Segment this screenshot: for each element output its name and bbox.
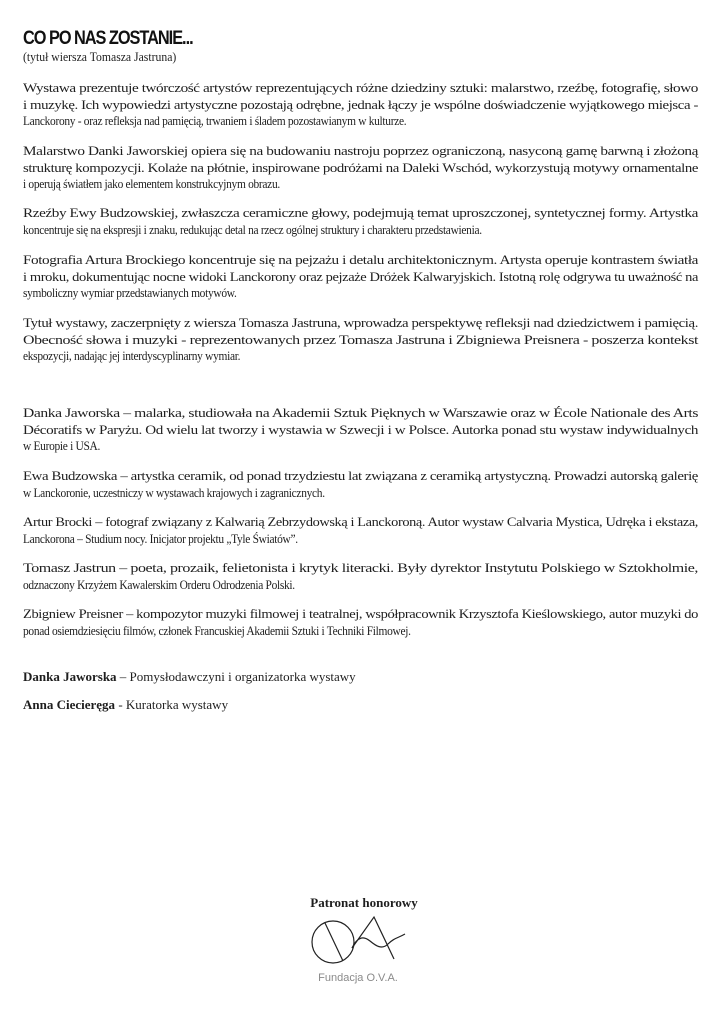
credit-role: Pomysłodawczyni i organizatorka wystawy (129, 669, 356, 684)
text-line: Zbigniew Preisner – kompozytor muzyki filmowej i teatralnej, współpracownik Krzysztofa Kieślowskiego, autor muzyki do (23, 606, 698, 621)
text-line: Obecność słowa i muzyki - reprezentowanych przez Tomasza Jastruna i Zbigniewa Preisnera - poszerza kontekst (23, 331, 698, 347)
text-line: Malarstwo Danki Jaworskiej opiera się na budowaniu nastroju poprzez ograniczoną, nasyconą gamę barwną i złożoną (23, 143, 698, 158)
ova-foundation-logo-icon (308, 914, 408, 975)
text-line: Tomasz Jastrun – poeta, prozaik, felietonista i krytyk literacki. Były dyrektor Instytutu Polskiego w Sztokholmie, (23, 560, 698, 575)
text-line: Rzeźby Ewy Budzowskiej, zwłaszcza ceramiczne głowy, podejmują temat uproszczonej, syntetycznej formy. Artystka (23, 205, 698, 220)
text-line: w Lanckoronie, uczestniczy w wystawach krajowych i zagranicznych. (23, 484, 325, 500)
credit-name: Anna Ciecieręga (23, 697, 116, 712)
credit-curator (23, 697, 228, 713)
credit-organizer (23, 669, 356, 685)
text-line: Ewa Budzowska – artystka ceramik, od ponad trzydziestu lat związana z ceramiką artystyczną. Prowadzi autorską galerię (23, 468, 698, 483)
bio-paragraph (23, 560, 698, 593)
intro-paragraph (23, 143, 698, 193)
text-line: odznaczony Krzyżem Kawalerskim Orderu Odrodzenia Polski. (23, 576, 295, 592)
text-line: Lanckorona – Studium nocy. Inicjator projektu „Tyle Światów”. (23, 530, 298, 546)
text-line: Décoratifs w Paryżu. Od wielu lat tworzy i wystawia w Szwecji i w Polsce. Autorka ponad stu wystaw indywidualnych (23, 421, 698, 437)
text-line: Danka Jaworska – malarka, studiowała na Akademii Sztuk Pięknych w Warszawie oraz w École Nationale des Arts (23, 405, 698, 420)
text-line: i operują światłem jako elementem konstrukcyjnym obrazu. (23, 176, 280, 191)
credit-role: Kuratorka wystawy (125, 697, 229, 712)
text-line: strukturę kompozycji. Kolaże na płótnie, inspirowane podróżami na Daleki Wschód, wykorzystują motywy ornamentalne (23, 159, 698, 175)
text-line: i mroku, dokumentując nocne widoki Lanckorony oraz pejzaże Dróżek Kalwaryjskich. Istotną rolę odgrywa tu uważność na (23, 268, 698, 284)
intro-paragraph (23, 80, 698, 130)
bio-paragraph (23, 405, 698, 455)
credit-separator: - (115, 697, 126, 712)
page-title: CO PO NAS ZOSTANIE... (23, 28, 193, 49)
page-subtitle: (tytuł wiersza Tomasza Jastruna) (23, 49, 177, 64)
text-line: ekspozycji, nadając jej interdyscyplinarny wymiar. (23, 348, 241, 363)
text-line: Wystawa prezentuje twórczość artystów reprezentujących różne dziedziny sztuki: malarstwo, rzeźbę, fotografię, słowo (23, 80, 698, 95)
intro-paragraph (23, 252, 698, 302)
text-line: symboliczny wymiar przedstawianych motywów. (23, 285, 237, 300)
patronage-label: Patronat honorowy (310, 895, 418, 910)
credit-separator: – (116, 669, 130, 684)
foundation-name: Fundacja O.V.A. (318, 972, 398, 984)
text-line: ponad osiemdziesięciu filmów, członek Francuskiej Akademii Sztuki i Techniki Filmowej. (23, 622, 411, 638)
bio-paragraph (23, 514, 698, 547)
text-line: Artur Brocki – fotograf związany z Kalwarią Zebrzydowską i Lanckoroną. Autor wystaw Calvaria Mystica, Udręka i ekstaza, (23, 514, 698, 529)
text-line: i muzykę. Ich wypowiedzi artystyczne pozostają odrębne, jednak łączy je wspólne doświadczenie wyjątkowego miejsca - (23, 96, 698, 112)
text-line: Tytuł wystawy, zaczerpnięty z wiersza Tomasza Jastruna, wprowadza perspektywę refleksji nad dziedzictwem i pamięcią. (23, 315, 698, 330)
intro-paragraph (23, 315, 698, 365)
text-line: koncentruje się na ekspresji i znaku, redukując detal na rzecz ogólnej struktury i charakteru przedstawienia. (23, 221, 482, 237)
text-line: Fotografia Artura Brockiego koncentruje się na pejzażu i detalu architektonicznym. Artysta operuje kontrastem światła (23, 252, 698, 267)
bio-paragraph (23, 468, 698, 501)
credit-name: Danka Jaworska (23, 669, 117, 684)
bio-paragraph (23, 606, 698, 639)
text-line: w Europie i USA. (23, 438, 101, 453)
intro-paragraph (23, 205, 698, 238)
text-line: Lanckorony - oraz refleksja nad pamięcią, trwaniem i śladem pozostawianym w kulturze. (23, 113, 407, 128)
